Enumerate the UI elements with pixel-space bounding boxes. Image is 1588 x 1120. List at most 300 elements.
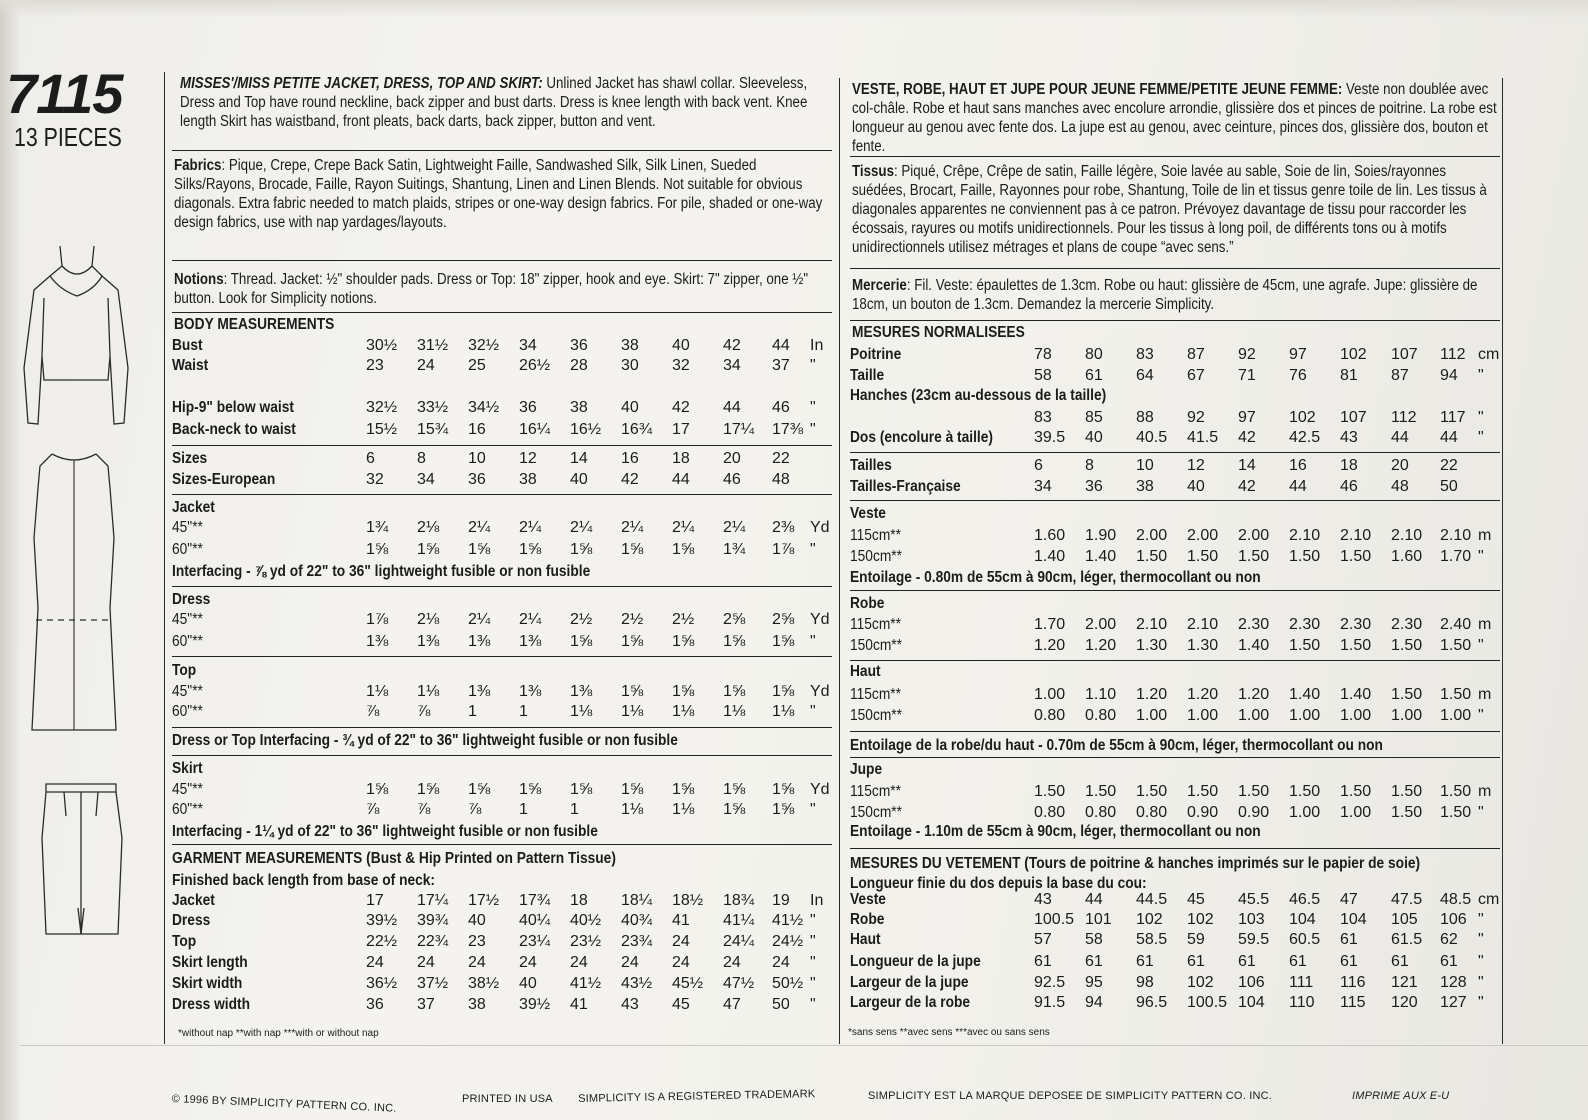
size-value: 2.10 <box>1289 527 1321 544</box>
french-footnote: *sans sens **avec sens ***avec ou sans sens <box>848 1027 1050 1038</box>
size-value: 24 <box>417 357 435 374</box>
size-value: 94 <box>1440 367 1458 384</box>
size-value: 1⅝ <box>366 541 389 558</box>
size-value: ⅞ <box>366 801 380 818</box>
size-value: 100.5 <box>1187 994 1228 1011</box>
size-value: 106 <box>1238 974 1265 991</box>
size-value: 1.50 <box>1440 637 1472 654</box>
size-value: 34 <box>723 357 741 374</box>
divider <box>850 500 1500 501</box>
size-value: 1⅝ <box>672 633 695 650</box>
table-row <box>172 891 892 911</box>
table-row <box>172 470 892 490</box>
english-notions <box>174 270 836 308</box>
size-value: 1.20 <box>1238 686 1270 703</box>
trademark-line: SIMPLICITY IS A REGISTERED TRADEMARK <box>578 1088 816 1105</box>
size-value: 36½ <box>366 975 398 992</box>
size-value: 50 <box>772 996 790 1013</box>
size-value: 24 <box>519 954 537 971</box>
size-value: 17¼ <box>417 892 449 909</box>
table-row <box>850 910 1570 930</box>
size-value: 1⅛ <box>672 703 695 720</box>
size-value: ⅞ <box>417 703 431 720</box>
divider <box>172 445 832 446</box>
size-value: 28 <box>570 357 588 374</box>
size-value: 1.50 <box>1289 548 1321 565</box>
size-value: 36 <box>366 996 384 1013</box>
copyright-line: © 1996 BY SIMPLICITY PATTERN CO. INC. <box>171 1093 397 1115</box>
english-description <box>180 74 840 131</box>
size-value: 44.5 <box>1136 891 1168 908</box>
row-label: 60"** <box>172 541 203 558</box>
size-value: 92 <box>1187 409 1205 426</box>
size-value: 1.70 <box>1034 616 1066 633</box>
size-value: 45½ <box>672 975 704 992</box>
size-value: 2⅝ <box>723 611 746 628</box>
size-value: 0.80 <box>1085 804 1117 821</box>
size-value: 91.5 <box>1034 994 1066 1011</box>
table-row <box>172 800 892 820</box>
row-label: Entoilage - 0.80m de 55cm à 90cm, léger, thermocollant ou non <box>850 569 1261 586</box>
row-label: Dress or Top Interfacing - ¾ yd of 22" to 36" lightweight fusible or non fusible <box>172 732 678 749</box>
row-label: Dos (encolure à taille) <box>850 429 993 446</box>
row-label: Sizes-European <box>172 471 276 488</box>
size-value: 120 <box>1391 994 1418 1011</box>
divider <box>850 590 1500 591</box>
size-value: 44 <box>723 399 741 416</box>
size-value: 1.20 <box>1187 686 1219 703</box>
size-value: 1.50 <box>1391 804 1423 821</box>
size-value: 2⅛ <box>417 519 440 536</box>
size-value: 32 <box>366 471 384 488</box>
size-value: 47.5 <box>1391 891 1423 908</box>
size-value: 43 <box>1340 429 1358 446</box>
size-value: 30 <box>621 357 639 374</box>
size-value: 1⅞ <box>772 541 795 558</box>
size-value: 37 <box>772 357 790 374</box>
size-value: 1⅝ <box>723 683 746 700</box>
divider <box>172 150 832 151</box>
unit-label: " <box>1478 429 1484 446</box>
unit-label: Yd <box>810 781 830 798</box>
size-value: 42 <box>723 337 741 354</box>
english-fabrics <box>174 156 836 232</box>
size-value: 1⅝ <box>672 781 695 798</box>
size-value: 59 <box>1187 931 1205 948</box>
size-value: 23 <box>468 933 486 950</box>
size-value: 2⅛ <box>417 611 440 628</box>
size-value: 100.5 <box>1034 911 1075 928</box>
row-label: GARMENT MEASUREMENTS (Bust & Hip Printed on Pattern Tissue) <box>172 850 616 867</box>
size-value: 41¼ <box>723 912 755 929</box>
table-row <box>850 547 1570 567</box>
size-value: 41.5 <box>1187 429 1219 446</box>
size-value: 48 <box>1391 478 1409 495</box>
fold-line <box>20 1045 1588 1046</box>
divider <box>172 494 832 495</box>
english-description-text: Unlined Jacket has shawl collar. Sleeveless, Dress and Top have round neckline, back zipper and bust darts. Dress is knee length with back vent. Knee length Skirt has waistband, front pleats, back darts, back zipper, button and vent. <box>180 75 808 130</box>
size-value: 24 <box>672 954 690 971</box>
size-value: 18½ <box>672 892 704 909</box>
size-value: 40 <box>519 975 537 992</box>
size-value: 1⅛ <box>772 703 795 720</box>
size-value: 40 <box>1187 478 1205 495</box>
divider <box>850 757 1500 758</box>
size-value: 2.30 <box>1289 616 1321 633</box>
unit-label: m <box>1478 616 1492 633</box>
size-value: 115 <box>1340 994 1366 1011</box>
table-row <box>172 995 892 1015</box>
size-value: 17 <box>366 892 384 909</box>
size-value: 24 <box>417 954 435 971</box>
row-label: Tailles-Française <box>850 478 961 495</box>
size-value: 1¾ <box>366 519 389 536</box>
size-value: 1.50 <box>1136 548 1168 565</box>
divider <box>172 586 832 587</box>
row-label: Dress width <box>172 996 250 1013</box>
size-value: 2¼ <box>672 519 695 536</box>
size-value: 116 <box>1340 974 1366 991</box>
row-label: Waist <box>172 357 209 374</box>
size-value: 85 <box>1085 409 1103 426</box>
size-value: 0.90 <box>1187 804 1219 821</box>
table-row <box>172 590 892 610</box>
table-row <box>850 803 1570 823</box>
unit-label: " <box>810 399 816 416</box>
table-row <box>850 636 1570 656</box>
row-label: Skirt length <box>172 954 248 971</box>
size-value: 39½ <box>366 912 398 929</box>
size-value: 67 <box>1187 367 1205 384</box>
size-value: 20 <box>1391 457 1409 474</box>
table-row <box>850 973 1570 993</box>
size-value: 2.10 <box>1136 616 1168 633</box>
size-value: 12 <box>1187 457 1205 474</box>
row-label: Largeur de la robe <box>850 994 971 1011</box>
size-value: 47 <box>723 996 741 1013</box>
size-value: 1.00 <box>1238 707 1270 724</box>
table-row <box>850 930 1570 950</box>
unit-label: " <box>810 541 816 558</box>
row-label: Finished back length from base of neck: <box>172 872 436 889</box>
row-label: Hip-9" below waist <box>172 399 294 416</box>
size-value: 23¾ <box>621 933 653 950</box>
divider <box>172 727 832 728</box>
size-value: 14 <box>570 450 588 467</box>
table-row <box>850 890 1570 910</box>
size-value: 1.00 <box>1136 707 1168 724</box>
size-value: 0.90 <box>1238 804 1270 821</box>
unit-label: " <box>810 801 816 818</box>
size-value: 10 <box>468 450 486 467</box>
size-value: 61 <box>1340 953 1358 970</box>
row-label: Largeur de la jupe <box>850 974 969 991</box>
size-value: 17¾ <box>519 892 551 909</box>
size-value: 45.5 <box>1238 891 1270 908</box>
row-label: 150cm** <box>850 707 903 724</box>
size-value: 103 <box>1238 911 1265 928</box>
divider <box>850 731 1500 732</box>
size-value: 104 <box>1289 911 1316 928</box>
size-value: 31½ <box>417 337 449 354</box>
size-value: 117 <box>1440 409 1466 426</box>
size-value: 61 <box>1289 953 1307 970</box>
row-label: 60"** <box>172 703 203 720</box>
size-value: 19 <box>772 892 790 909</box>
table-row <box>172 871 892 891</box>
size-value: 24½ <box>772 933 804 950</box>
size-value: 2.10 <box>1440 527 1472 544</box>
size-value: 12 <box>519 450 537 467</box>
row-label: 45"** <box>172 519 203 536</box>
unit-label: " <box>1478 953 1484 970</box>
size-value: 1.50 <box>1085 783 1117 800</box>
size-value: 98 <box>1136 974 1154 991</box>
divider <box>850 268 1500 269</box>
size-value: 102 <box>1340 346 1367 363</box>
row-label: 150cm** <box>850 804 903 821</box>
unit-label: " <box>810 421 816 438</box>
size-value: 61 <box>1391 953 1409 970</box>
unit-label: " <box>810 357 816 374</box>
unit-label: " <box>1478 409 1484 426</box>
size-value: 1.50 <box>1187 783 1219 800</box>
size-value: 24 <box>723 954 741 971</box>
size-value: 1.50 <box>1340 783 1372 800</box>
size-value: 1.40 <box>1238 637 1270 654</box>
size-value: 104 <box>1238 994 1265 1011</box>
size-value: 22 <box>772 450 790 467</box>
size-value: 2¼ <box>519 519 542 536</box>
size-value: 1⅝ <box>468 781 491 798</box>
skirt-sketch <box>36 778 126 940</box>
size-value: 2.30 <box>1391 616 1423 633</box>
size-value: 2.10 <box>1340 527 1372 544</box>
table-row <box>172 632 892 652</box>
size-value: 83 <box>1034 409 1052 426</box>
size-value: 1⅝ <box>570 781 593 798</box>
size-value: 17½ <box>468 892 500 909</box>
divider <box>850 452 1500 453</box>
size-value: 22 <box>1440 457 1458 474</box>
table-row <box>172 849 892 869</box>
row-label: Interfacing - ⅞ yd of 22" to 36" lightweight fusible or non fusible <box>172 563 591 580</box>
size-value: 1 <box>468 703 477 720</box>
size-value: 1.50 <box>1340 548 1372 565</box>
row-label: MESURES DU VETEMENT (Tours de poitrine & hanches imprimés sur le papier de soie) <box>850 855 1421 872</box>
size-value: 1.00 <box>1289 707 1321 724</box>
unit-label: " <box>810 933 816 950</box>
table-row <box>172 731 892 751</box>
size-value: 1⅜ <box>366 633 389 650</box>
size-value: 38½ <box>468 975 500 992</box>
table-row <box>172 661 892 681</box>
unit-label: " <box>1478 911 1484 928</box>
size-value: 18 <box>672 450 690 467</box>
size-value: 1⅜ <box>519 633 542 650</box>
size-value: 1¾ <box>723 541 746 558</box>
table-row <box>850 706 1570 726</box>
size-value: 95 <box>1085 974 1103 991</box>
size-value: 61 <box>1034 953 1052 970</box>
size-value: 1.50 <box>1238 783 1270 800</box>
size-value: 1.40 <box>1340 686 1372 703</box>
divider <box>850 320 1500 321</box>
size-value: 2½ <box>672 611 695 628</box>
size-value: 1.00 <box>1034 686 1066 703</box>
size-value: 1.50 <box>1136 783 1168 800</box>
size-value: 23½ <box>570 933 602 950</box>
french-fabrics <box>852 162 1499 257</box>
size-value: 112 <box>1391 409 1417 426</box>
size-value: 104 <box>1340 911 1367 928</box>
size-value: 1⅛ <box>621 703 644 720</box>
size-value: 2⅝ <box>772 611 795 628</box>
size-value: 59.5 <box>1238 931 1270 948</box>
size-value: 61 <box>1085 953 1103 970</box>
french-title: VESTE, ROBE, HAUT ET JUPE POUR JEUNE FEMME/PETITE JEUNE FEMME: <box>852 81 1343 98</box>
size-value: 24 <box>672 933 690 950</box>
french-printed-line: IMPRIME AUX E-U <box>1352 1090 1450 1102</box>
size-value: 2¼ <box>723 519 746 536</box>
size-value: 1.50 <box>1289 783 1321 800</box>
left-column-divider <box>164 72 165 1044</box>
row-label: Back-neck to waist <box>172 421 296 438</box>
table-row <box>850 386 1570 406</box>
size-value: 1.30 <box>1187 637 1219 654</box>
size-value: 62 <box>1440 931 1458 948</box>
size-value: 1.40 <box>1085 548 1117 565</box>
size-value: 64 <box>1136 367 1154 384</box>
size-value: 78 <box>1034 346 1052 363</box>
size-value: 46.5 <box>1289 891 1321 908</box>
pieces-count: 13 PIECES <box>14 122 122 152</box>
size-value: 1.50 <box>1340 637 1372 654</box>
size-value: 43 <box>621 996 639 1013</box>
size-value: 2¼ <box>519 611 542 628</box>
table-row <box>172 822 892 842</box>
size-value: 8 <box>1085 457 1094 474</box>
size-value: 1.50 <box>1289 637 1321 654</box>
size-value: 40 <box>621 399 639 416</box>
size-value: 1⅝ <box>772 633 795 650</box>
unit-label: " <box>1478 804 1484 821</box>
size-value: 58 <box>1085 931 1103 948</box>
size-value: 48.5 <box>1440 891 1472 908</box>
size-value: 23 <box>366 357 384 374</box>
size-value: 34 <box>417 471 435 488</box>
size-value: 45 <box>1187 891 1205 908</box>
size-value: ⅞ <box>366 703 380 720</box>
size-value: 1.60 <box>1391 548 1423 565</box>
table-row <box>172 911 892 931</box>
size-value: 58.5 <box>1136 931 1168 948</box>
size-value: 2.10 <box>1187 616 1219 633</box>
size-value: 36 <box>1085 478 1103 495</box>
row-label: Taille <box>850 367 885 384</box>
table-row <box>172 759 892 779</box>
size-value: 1 <box>519 801 528 818</box>
english-footnote: *without nap **with nap ***with or without nap <box>178 1028 379 1039</box>
size-value: 37 <box>417 996 435 1013</box>
table-row <box>172 702 892 722</box>
row-label: Veste <box>850 505 886 522</box>
size-value: 32 <box>672 357 690 374</box>
size-value: 1.00 <box>1187 707 1219 724</box>
size-value: 88 <box>1136 409 1154 426</box>
size-value: 40 <box>468 912 486 929</box>
size-value: 40 <box>1085 429 1103 446</box>
size-value: 46 <box>772 399 790 416</box>
size-value: 1.40 <box>1034 548 1066 565</box>
size-value: 76 <box>1289 367 1307 384</box>
size-value: 24 <box>772 954 790 971</box>
size-value: 43½ <box>621 975 653 992</box>
french-description-text: Veste non doublée avec col-châle. Robe et haut sans manches avec encolure arrondie, glissière dos et pinces de poitrine. La robe est longueur au genou avec fente dos. La jupe est au genou, avec ceinture, pinces dos, glissière dos, bouton et fente. <box>852 81 1497 155</box>
size-value: 30½ <box>366 337 398 354</box>
size-value: 41½ <box>772 912 804 929</box>
size-value: 6 <box>366 450 375 467</box>
divider <box>850 660 1500 661</box>
table-row <box>172 336 892 356</box>
size-value: 1⅝ <box>621 781 644 798</box>
row-label: Robe <box>850 595 885 612</box>
size-value: 1.50 <box>1440 804 1472 821</box>
size-value: 34 <box>519 337 537 354</box>
row-label: Interfacing - 1¼ yd of 22" to 36" lightweight fusible or non fusible <box>172 823 598 840</box>
size-value: 38 <box>621 337 639 354</box>
size-value: 10 <box>1136 457 1154 474</box>
size-value: 40 <box>570 471 588 488</box>
size-value: 57 <box>1034 931 1052 948</box>
size-value: 1⅝ <box>723 801 746 818</box>
size-value: 40¾ <box>621 912 653 929</box>
size-value: 71 <box>1238 367 1256 384</box>
size-value: 2¼ <box>621 519 644 536</box>
unit-label: " <box>1478 548 1484 565</box>
size-value: 42 <box>1238 429 1256 446</box>
size-value: 18¼ <box>621 892 653 909</box>
size-value: 1⅜ <box>570 683 593 700</box>
unit-label: " <box>1478 637 1484 654</box>
unit-label: In <box>810 337 824 354</box>
unit-label: m <box>1478 686 1492 703</box>
size-value: 1⅝ <box>570 633 593 650</box>
size-value: 39½ <box>519 996 551 1013</box>
size-value: 1⅝ <box>621 683 644 700</box>
size-value: 2.00 <box>1085 616 1117 633</box>
notions-text: : Thread. Jacket: ½" shoulder pads. Dress or Top: 18" zipper, hook and eye. Skirt: 7" zipper, one ½" button. Look for Simplicity notions. <box>174 271 809 307</box>
size-value: 40 <box>672 337 690 354</box>
divider <box>172 755 832 756</box>
size-value: 1⅛ <box>672 801 695 818</box>
size-value: 105 <box>1391 911 1418 928</box>
table-row <box>172 953 892 973</box>
size-value: 1.20 <box>1034 637 1066 654</box>
fabrics-label: Fabrics <box>174 157 222 174</box>
row-label: Robe <box>850 911 885 928</box>
table-row <box>172 398 892 418</box>
size-value: 92 <box>1238 346 1256 363</box>
table-row <box>850 526 1570 546</box>
table-row <box>172 518 892 538</box>
divider <box>172 312 832 313</box>
size-value: 1 <box>570 801 579 818</box>
size-value: 61 <box>1238 953 1256 970</box>
row-label: 45"** <box>172 683 203 700</box>
table-row <box>172 932 892 952</box>
size-value: 1⅝ <box>417 781 440 798</box>
